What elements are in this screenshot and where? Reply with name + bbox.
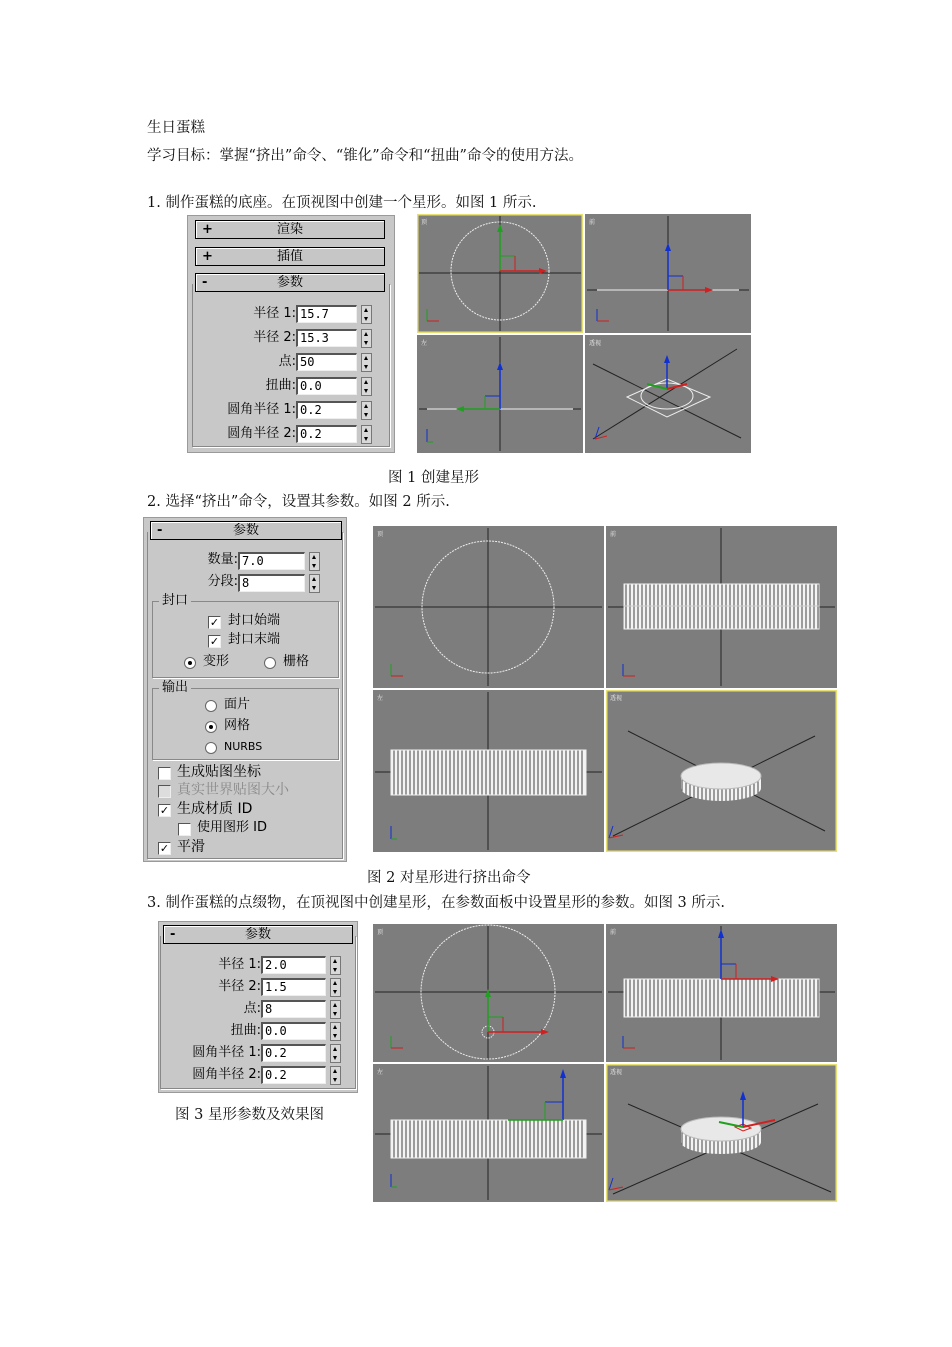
rollout-render[interactable] — [195, 220, 385, 239]
output-group-label: 输出 — [159, 679, 191, 697]
patch-radio[interactable] — [205, 700, 217, 712]
learning-objective: 学习目标：掌握“挤出”命令、“锥化”命令和“扭曲”命令的使用方法。 — [147, 148, 583, 164]
nurbs-radio[interactable] — [205, 742, 217, 754]
points-spinner[interactable] — [330, 1000, 341, 1019]
fillet-radius1-field[interactable]: 0.2 — [261, 1044, 326, 1062]
fillet-radius2-spinner[interactable] — [330, 1066, 341, 1085]
viewport-left[interactable] — [373, 1064, 604, 1202]
figure-1-caption: 图 1 创建星形 — [388, 470, 479, 486]
figure-2-caption: 图 2 对星形进行挤出命令 — [367, 870, 531, 886]
rollout-title: 插值 — [276, 249, 303, 264]
fillet-radius2-field[interactable]: 0.2 — [261, 1066, 326, 1084]
viewport-perspective[interactable] — [585, 335, 751, 453]
grid-radio[interactable] — [264, 657, 276, 669]
vp-label-top: 顶 — [421, 219, 428, 226]
viewport-left[interactable] — [373, 690, 604, 852]
vp-label-top: 顶 — [377, 929, 384, 936]
gen-map-coords-checkbox[interactable] — [158, 767, 171, 780]
viewport-top[interactable] — [417, 214, 583, 333]
viewports-figure-3 — [373, 924, 837, 1202]
param-label: 圆角半径 2: — [227, 426, 296, 441]
points-field[interactable]: 8 — [261, 1000, 326, 1018]
param-label: 半径 1: — [253, 306, 296, 321]
capping-group-label: 封口 — [159, 592, 191, 610]
gen-map-coords-label: 生成贴图坐标 — [177, 764, 261, 780]
vp-label-left: 左 — [421, 340, 428, 347]
step-3-text: 3. 制作蛋糕的点缀物，在顶视图中创建星形，在参数面板中设置星形的参数。如图 3 所示. — [147, 895, 725, 911]
viewport-front[interactable] — [606, 526, 837, 688]
amount-field[interactable]: 7.0 — [238, 552, 305, 570]
cap-start-checkbox[interactable]: ✓ — [209, 616, 220, 629]
radius1-field[interactable]: 15.7 — [296, 305, 357, 323]
param-label: 半径 2: — [253, 330, 296, 345]
cap-end-checkbox[interactable]: ✓ — [209, 635, 220, 648]
distortion-field[interactable]: 0.0 — [296, 377, 357, 395]
vp-label-left: 左 — [377, 1069, 384, 1076]
morph-radio[interactable] — [184, 657, 196, 669]
cap-end-label: 封口末端 — [228, 632, 281, 647]
cap-start-label: 封口始端 — [228, 613, 281, 628]
radius1-spinner[interactable] — [330, 956, 341, 975]
step-1-text: 1. 制作蛋糕的底座。在顶视图中创建一个星形。如图 1 所示. — [147, 195, 537, 211]
distortion-spinner[interactable] — [330, 1022, 341, 1041]
points-field[interactable]: 50 — [296, 353, 357, 371]
radius1-spinner[interactable] — [361, 305, 372, 324]
fillet-radius2-field[interactable]: 0.2 — [296, 425, 357, 443]
morph-label: 变形 — [203, 654, 230, 669]
param-label: 扭曲: — [265, 378, 296, 393]
figure-3-caption: 图 3 星形参数及效果图 — [175, 1107, 324, 1123]
vp-label-left: 左 — [377, 695, 384, 702]
vp-label-front: 前 — [610, 531, 617, 538]
gen-material-ids-checkbox[interactable]: ✓ — [159, 804, 170, 817]
viewport-top[interactable] — [373, 526, 604, 688]
distortion-field[interactable]: 0.0 — [261, 1022, 326, 1040]
nurbs-label: NURBS — [224, 740, 263, 753]
use-shape-ids-checkbox[interactable] — [178, 823, 191, 836]
rollout-sign: - — [202, 275, 208, 290]
param-label: 点: — [278, 354, 296, 369]
rollout-title: 渲染 — [276, 222, 303, 237]
vp-label-persp: 透视 — [610, 695, 623, 702]
viewport-perspective[interactable] — [606, 1064, 837, 1202]
fillet-radius1-field[interactable]: 0.2 — [296, 401, 357, 419]
viewport-top[interactable] — [373, 924, 604, 1062]
viewport-perspective[interactable] — [606, 690, 837, 852]
rollout-sign: - — [157, 523, 163, 538]
use-shape-ids-label: 使用图形 ID — [197, 820, 267, 835]
radius2-field[interactable]: 1.5 — [261, 978, 326, 996]
step-2-text: 2. 选择“挤出”命令，设置其参数。如图 2 所示. — [147, 494, 450, 510]
vp-label-front: 前 — [589, 219, 596, 226]
param-label: 扭曲: — [230, 1023, 261, 1038]
vp-label-persp: 透视 — [610, 1069, 623, 1076]
viewports-figure-1 — [417, 214, 751, 453]
rollout-sign: - — [170, 927, 176, 942]
param-label: 圆角半径 2: — [192, 1067, 261, 1082]
points-spinner[interactable] — [361, 353, 372, 372]
grid-label: 栅格 — [283, 654, 310, 669]
param-label: 半径 2: — [218, 979, 261, 994]
vp-label-front: 前 — [610, 929, 617, 936]
radius2-spinner[interactable] — [330, 978, 341, 997]
viewport-left[interactable] — [417, 335, 583, 453]
fillet-radius1-spinner[interactable] — [361, 401, 372, 420]
vp-label-persp: 透视 — [589, 340, 602, 347]
radius2-field[interactable]: 15.3 — [296, 329, 357, 347]
segments-label: 分段: — [207, 574, 238, 589]
param-label: 点: — [243, 1001, 261, 1016]
viewport-front[interactable] — [585, 214, 751, 333]
distortion-spinner[interactable] — [361, 377, 372, 396]
rollout-title: 参数 — [232, 523, 259, 538]
rollout-title: 参数 — [244, 927, 271, 942]
smooth-checkbox[interactable]: ✓ — [159, 842, 170, 855]
radius1-field[interactable]: 2.0 — [261, 956, 326, 974]
extrude-parameters-panel — [143, 517, 347, 862]
smooth-label: 平滑 — [177, 839, 205, 855]
mesh-radio[interactable] — [205, 721, 217, 733]
param-label: 圆角半径 1: — [227, 402, 296, 417]
param-label: 半径 1: — [218, 957, 261, 972]
mesh-label: 网格 — [224, 718, 251, 733]
viewport-front[interactable] — [606, 924, 837, 1062]
doc-title: 生日蛋糕 — [147, 120, 205, 136]
star-parameters-panel-1 — [187, 215, 395, 453]
segments-field[interactable]: 8 — [238, 574, 305, 592]
real-world-map-checkbox[interactable] — [158, 785, 171, 798]
viewports-figure-2 — [373, 526, 837, 852]
rollout-interpolation[interactable] — [195, 247, 385, 266]
segments-spinner[interactable] — [309, 574, 320, 593]
rollout-sign: + — [202, 222, 213, 237]
vp-label-top: 顶 — [377, 531, 384, 538]
patch-label: 面片 — [224, 697, 251, 712]
fillet-radius1-spinner[interactable] — [330, 1044, 341, 1063]
rollout-sign: + — [202, 249, 213, 264]
fillet-radius2-spinner[interactable] — [361, 425, 372, 444]
real-world-map-label: 真实世界贴图大小 — [177, 782, 289, 798]
param-label: 圆角半径 1: — [192, 1045, 261, 1060]
radius2-spinner[interactable] — [361, 329, 372, 348]
amount-spinner[interactable] — [309, 552, 320, 571]
star-parameters-panel-3 — [158, 921, 358, 1093]
amount-label: 数量: — [207, 552, 238, 567]
rollout-title: 参数 — [276, 275, 303, 290]
gen-material-ids-label: 生成材质 ID — [177, 801, 253, 817]
